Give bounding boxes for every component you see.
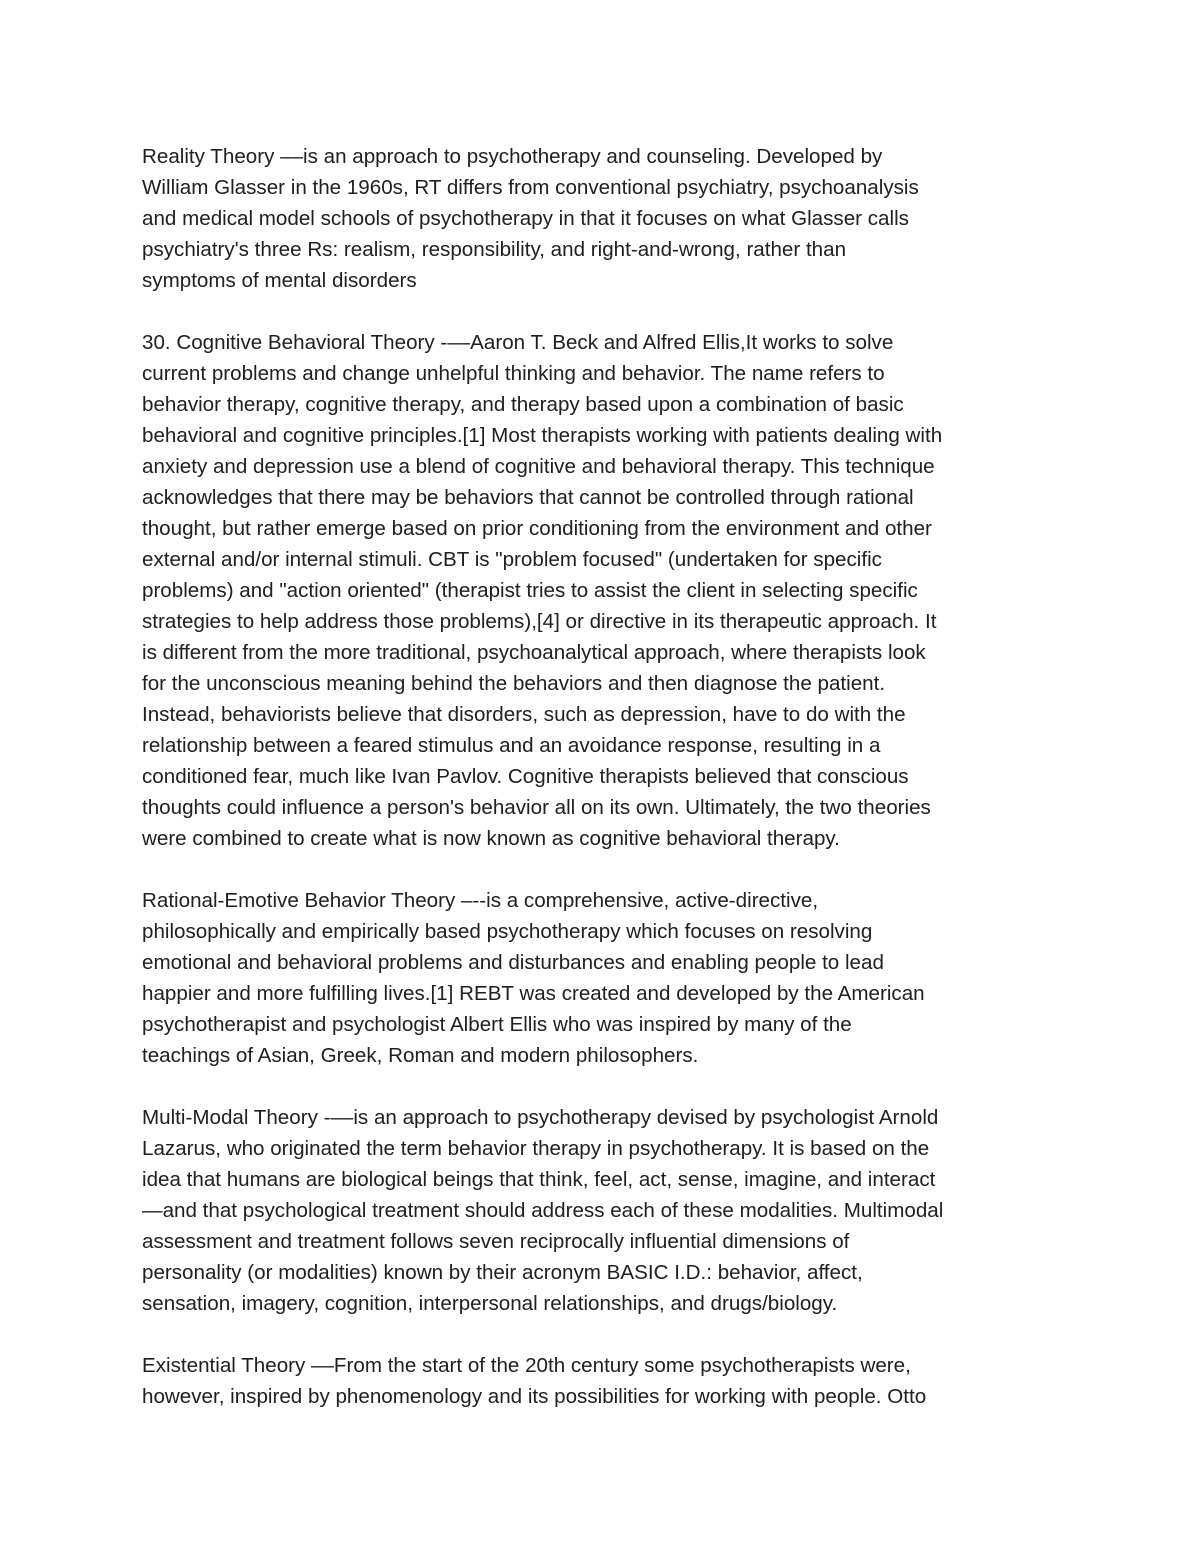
text-line: assessment and treatment follows seven reciprocally influential dimensions of [142,1230,850,1253]
text-line: however, inspired by phenomenology and its possibilities for working with people. Otto [142,1385,927,1408]
text-line: sensation, imagery, cognition, interpersonal relationships, and drugs/biology. [142,1292,838,1315]
text-line: idea that humans are biological beings that think, feel, act, sense, imagine, and interact [142,1168,936,1191]
paragraph-spacer [142,296,1072,327]
text-line: relationship between a feared stimulus and an avoidance response, resulting in a [142,734,881,757]
text-line: personality (or modalities) known by their acronym BASIC I.D.: behavior, affect, [142,1261,863,1284]
text-line: symptoms of mental disorders [142,269,417,292]
paragraph-rational-emotive-theory [142,885,1072,1071]
text-line: current problems and change unhelpful thinking and behavior. The name refers to [142,362,885,385]
text-line: thought, but rather emerge based on prior conditioning from the environment and other [142,517,932,540]
text-line: for the unconscious meaning behind the behaviors and then diagnose the patient. [142,672,886,695]
document-body [142,141,1072,1412]
text-line: behavioral and cognitive principles.[1] Most therapists working with patients dealing with [142,424,943,447]
text-line: Multi-Modal Theory -––is an approach to psychotherapy devised by psychologist Arnold [142,1106,939,1129]
text-line: Existential Theory ––From the start of the 20th century some psychotherapists were, [142,1354,911,1377]
text-line: thoughts could influence a person's behavior all on its own. Ultimately, the two theories [142,796,931,819]
text-line: anxiety and depression use a blend of cognitive and behavioral therapy. This technique [142,455,935,478]
text-line: conditioned fear, much like Ivan Pavlov. Cognitive therapists believed that conscious [142,765,909,788]
text-line: Instead, behaviorists believe that disorders, such as depression, have to do with the [142,703,906,726]
paragraph-cognitive-behavioral-theory [142,327,1072,854]
text-line: Rational-Emotive Behavior Theory –--is a comprehensive, active-directive, [142,889,819,912]
text-line: strategies to help address those problems),[4] or directive in its therapeutic approach. It [142,610,937,633]
text-line: Reality Theory ––is an approach to psychotherapy and counseling. Developed by [142,145,883,168]
paragraph-spacer [142,854,1072,885]
paragraph-spacer [142,1319,1072,1350]
paragraph-multi-modal-theory [142,1102,1072,1319]
text-line: psychotherapist and psychologist Albert Ellis who was inspired by many of the [142,1013,852,1036]
text-line: and medical model schools of psychotherapy in that it focuses on what Glasser calls [142,207,909,230]
text-line: philosophically and empirically based psychotherapy which focuses on resolving [142,920,873,943]
text-line: happier and more fulfilling lives.[1] REBT was created and developed by the American [142,982,925,1005]
text-line: 30. Cognitive Behavioral Theory -––Aaron T. Beck and Alfred Ellis,It works to solve [142,331,894,354]
text-line: psychiatry's three Rs: realism, responsibility, and right-and-wrong, rather than [142,238,847,261]
paragraph-reality-theory [142,141,1072,296]
text-line: Lazarus, who originated the term behavior therapy in psychotherapy. It is based on the [142,1137,930,1160]
text-line: emotional and behavioral problems and disturbances and enabling people to lead [142,951,884,974]
text-line: is different from the more traditional, psychoanalytical approach, where therapists look [142,641,926,664]
text-line: behavior therapy, cognitive therapy, and therapy based upon a combination of basic [142,393,904,416]
text-line: acknowledges that there may be behaviors that cannot be controlled through rational [142,486,914,509]
text-line: external and/or internal stimuli. CBT is "problem focused" (undertaken for specific [142,548,882,571]
text-line: William Glasser in the 1960s, RT differs from conventional psychiatry, psychoanalysis [142,176,919,199]
paragraph-spacer [142,1071,1072,1102]
text-line: teachings of Asian, Greek, Roman and modern philosophers. [142,1044,699,1067]
text-line: —and that psychological treatment should address each of these modalities. Multimodal [142,1199,944,1222]
text-line: were combined to create what is now known as cognitive behavioral therapy. [142,827,840,850]
text-line: problems) and "action oriented" (therapist tries to assist the client in selecting specific [142,579,918,602]
paragraph-existential-theory [142,1350,1072,1412]
